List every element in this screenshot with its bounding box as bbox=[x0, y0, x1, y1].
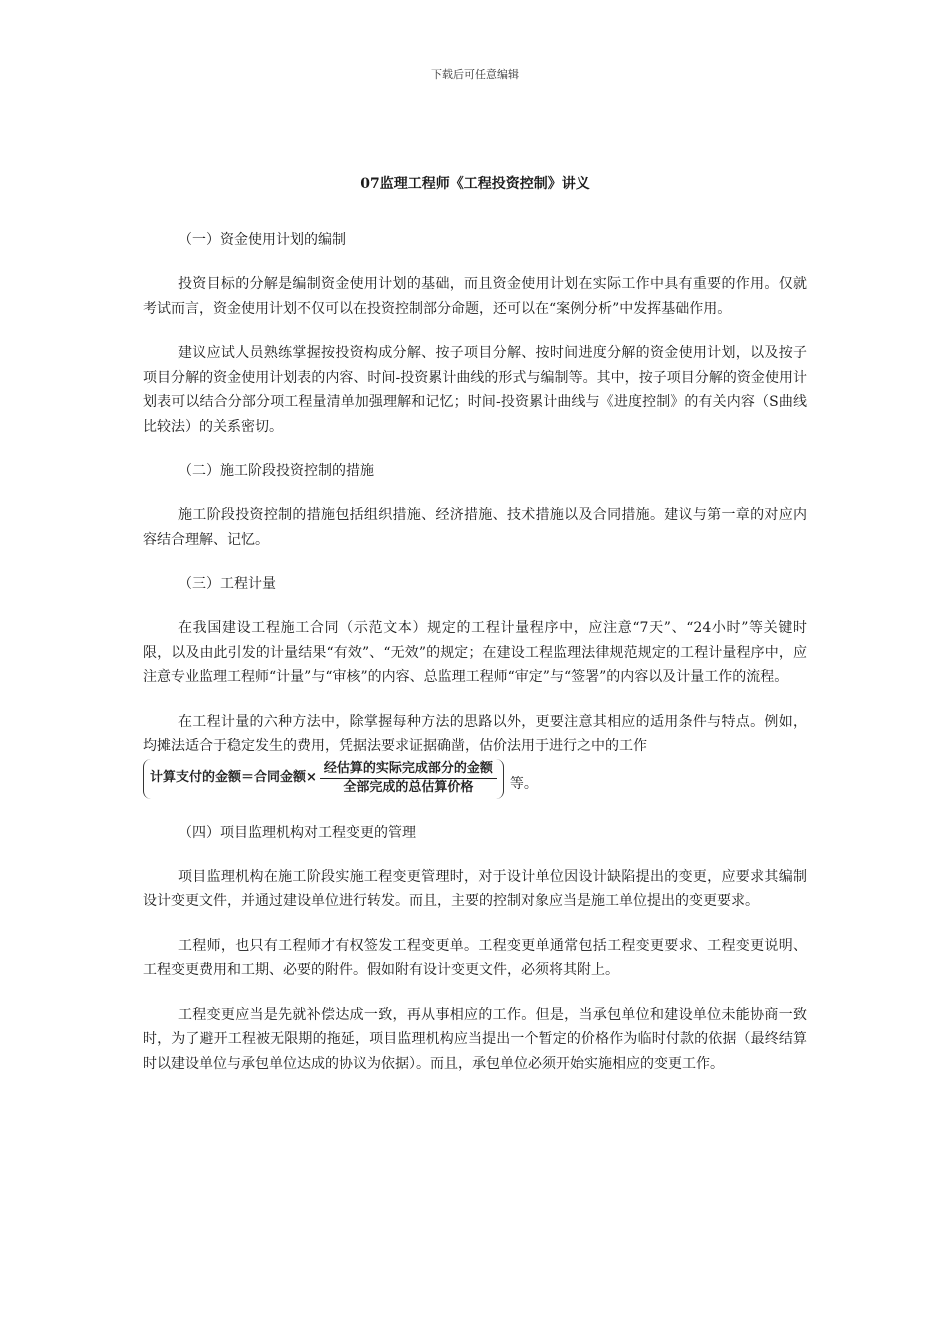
formula-line bbox=[143, 759, 807, 799]
paragraph: 施工阶段投资控制的措施包括组织措施、经济措施、技术措施以及合同措施。建议与第一章的对应内容结合理解、记忆。 bbox=[143, 507, 807, 548]
paragraph: 在我国建设工程施工合同（示范文本）规定的工程计量程序中，应注意“7天”、“24小时”等关键时限，以及由此引发的计量结果“有效”、“无效”的规定；在建设工程监理法律规范规定的工程计量程序中，应注意专业监理工程师“计量”与“审核”的内容、总监理工程师“审定”与“签署”的内容以及计量工作的流程。 bbox=[143, 620, 807, 685]
formula-fraction bbox=[320, 761, 497, 796]
payment-formula bbox=[143, 759, 504, 799]
paragraph: 在工程计量的六种方法中，除掌握每种方法的思路以外，更要注意其相应的适用条件与特点。例如，均摊法适合于稳定发生的费用，凭据法要求证据确凿，估价法用于进行之中的工作 bbox=[143, 713, 807, 754]
formula-lhs: 计算支付的金额＝合同金额× bbox=[150, 770, 317, 786]
section-heading-1: （一）资金使用计划的编制 bbox=[178, 232, 346, 248]
paragraph: 项目监理机构在施工阶段实施工程变更管理时，对于设计单位因设计缺陷提出的变更，应要求其编制设计变更文件，并通过建设单位进行转发。而且，主要的控制对象应当是施工单位提出的变更要求。 bbox=[143, 868, 807, 909]
section-heading-2: （二）施工阶段投资控制的措施 bbox=[178, 463, 374, 479]
paragraph: 建议应试人员熟练掌握按投资构成分解、按子项目分解、按时间进度分解的资金使用计划，以及按子项目分解的资金使用计划表的内容、时间-投资累计曲线的形式与编制等。其中，按子项目分解的资金使用计划表可以结合分部分项工程量清单加强理解和记忆；时间-投资累计曲线与《进度控制》的有关内容（S曲线比较法）的关系密切。 bbox=[143, 345, 807, 435]
document-title: 07监理工程师《工程投资控制》讲义 bbox=[360, 176, 590, 192]
document-body bbox=[143, 173, 807, 1096]
formula-trailing-text: 等。 bbox=[509, 776, 538, 792]
paragraph: 工程师，也只有工程师才有权签发工程变更单。工程变更单通常包括工程变更要求、工程变更说明、工程变更费用和工期、必要的附件。假如附有设计变更文件，必须将其附上。 bbox=[143, 937, 807, 978]
page-header: 下载后可任意编辑 bbox=[431, 68, 519, 81]
formula-denominator: 全部完成的总估算价格 bbox=[343, 780, 474, 795]
paragraph: 投资目标的分解是编制资金使用计划的基础，而且资金使用计划在实际工作中具有重要的作用。仅就考试而言，资金使用计划不仅可以在投资控制部分命题，还可以在“案例分析”中发挥基础作用。 bbox=[143, 276, 807, 317]
paragraph: 工程变更应当是先就补偿达成一致，再从事相应的工作。但是，当承包单位和建设单位未能协商一致时，为了避开工程被无限期的拖延，项目监理机构应当提出一个暂定的价格作为临时付款的依据（最终结算时以建设单位与承包单位达成的协议为依据）。而且，承包单位必须开始实施相应的变更工作。 bbox=[143, 1006, 807, 1072]
section-heading-3: （三）工程计量 bbox=[178, 576, 276, 592]
formula-numerator: 经估算的实际完成部分的金额 bbox=[320, 761, 497, 779]
section-heading-4: （四）项目监理机构对工程变更的管理 bbox=[178, 824, 416, 841]
